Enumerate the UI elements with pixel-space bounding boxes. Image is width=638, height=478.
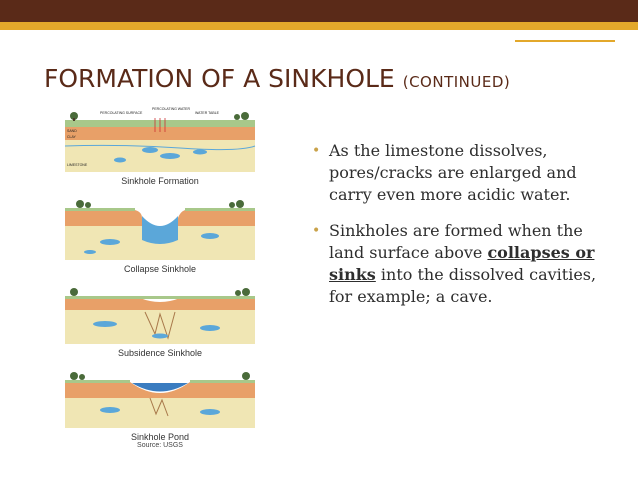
caption-collapse-sinkhole: Collapse Sinkhole [123, 264, 197, 274]
bullet-text-after: into the dissolved cavities, for example; a cave. [329, 265, 597, 306]
bullet-emphasis: collapses or sinks [329, 243, 595, 284]
diagram-subsidence-sinkhole [60, 284, 260, 358]
label-water-table: WATER TABLE [195, 111, 219, 115]
caption-sinkhole-formation: Sinkhole Formation [121, 176, 199, 186]
label-sand: SAND [67, 129, 77, 133]
bullet-icon: • [312, 223, 321, 239]
collapse-sinkhole-illustration [60, 196, 260, 262]
source-credit: Source: USGS [137, 442, 183, 449]
bullet-icon: • [312, 143, 321, 159]
sinkhole-formation-illustration [60, 106, 260, 174]
label-clay: CLAY [67, 135, 76, 139]
label-percolating-surface: PERCOLATING SURFACE [100, 111, 143, 115]
label-percolating-water: PERCOLATING WATER [152, 107, 191, 111]
slide-title [44, 64, 510, 93]
bullet-text: As the limestone dissolves, pores/cracks are enlarged and carry even more acidic water. [329, 141, 577, 204]
accent-bar [0, 22, 638, 30]
caption-sinkhole-pond: Sinkhole Pond [130, 432, 190, 442]
subsidence-sinkhole-illustration [60, 284, 260, 346]
sinkhole-pond-illustration [60, 368, 260, 430]
accent-line [515, 40, 615, 42]
bullet-list [312, 140, 602, 322]
diagram-sinkhole-formation [60, 106, 260, 186]
bullet-item [312, 140, 602, 206]
label-limestone: LIMESTONE [67, 163, 88, 167]
title-main: FORMATION OF A SINKHOLE [44, 64, 395, 93]
top-banner-bar [0, 0, 638, 22]
title-subtitle: (CONTINUED) [402, 73, 511, 91]
diagram-sinkhole-pond [60, 368, 260, 449]
bullet-item [312, 220, 602, 308]
bullet-text-before: Sinkholes are formed when the land surface above [329, 221, 583, 262]
caption-subsidence-sinkhole: Subsidence Sinkhole [117, 348, 203, 358]
diagram-collapse-sinkhole [60, 196, 260, 274]
